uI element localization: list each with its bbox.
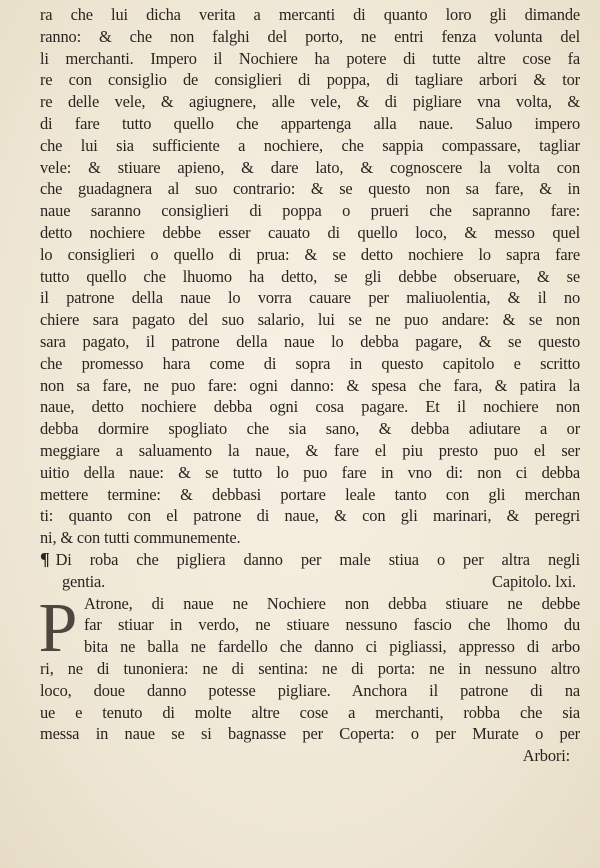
text-line: vele: & stiuare apieno, & dare lato, & cognoscere la volta con bbox=[40, 157, 580, 177]
text-line: ri, ne di tunoniera: ne di sentina: ne di porta: ne in nessuno altro bbox=[40, 658, 580, 678]
text-line: bita ne balla ne fardello che danno ci pigliassi, appresso di arbo bbox=[84, 637, 580, 657]
text-line: naue saranno consiglieri di poppa o prueri che sapranno fare: bbox=[40, 201, 580, 221]
text-line: far stiuar in verdo, ne stiuare nessuno fascio che lhomo du bbox=[84, 615, 580, 635]
heading-title: Di roba che pigliera danno per male stiua o per altra negli bbox=[55, 549, 580, 569]
text-line: messa in naue se si bagnasse per Coperta: o per Murate o per bbox=[40, 724, 580, 744]
text-line: re delle vele, & agiugnere, alle vele, & di pigliare vna volta, & bbox=[40, 92, 580, 112]
text-line: li merchanti. Impero il Nochiere ha potere di tutte altre cose fa bbox=[40, 48, 580, 68]
text-line: re con consiglio de consiglieri di poppa, di tagliare arbori & tor bbox=[40, 70, 580, 90]
heading-line bbox=[40, 549, 580, 571]
text-line: non sa fare, ne puo fare: ogni danno: & spesa che fara, & patira la bbox=[40, 375, 580, 395]
text-line: di fare tutto quello che appartenga alla naue. Saluo impero bbox=[40, 113, 580, 133]
text-line: naue, detto nochiere debba ogni cosa pagare. Et il nochiere non bbox=[40, 397, 580, 417]
drop-cap-initial: P bbox=[38, 589, 78, 667]
page-text bbox=[40, 4, 580, 767]
text-line: Atrone, di naue ne Nochiere non debba stiuare ne debbe bbox=[84, 593, 580, 613]
text-line: il patrone della naue lo vorra cauare per maliuolentia, & il no bbox=[40, 288, 580, 308]
text-line: lo consiglieri o quello di prua: & se detto nochiere lo sapra fare bbox=[40, 244, 580, 264]
text-line: ra che lui dicha verita a mercanti di quanto loro gli dimande bbox=[40, 5, 580, 24]
text-line: uitio della naue: & se tutto lo puo fare in vno di: non ci debba bbox=[40, 462, 580, 482]
text-line: ti: quanto con el patrone di naue, & con gli marinari, & peregri bbox=[40, 506, 580, 526]
text-line: meggiare a saluamento la naue, & fare el piu presto puo el ser bbox=[40, 440, 580, 460]
text-line: debba dormire spogliato che sia sano, & debba adiutare a or bbox=[40, 419, 580, 439]
text-line: loco, doue danno potesse pigliare. Anchora il patrone di na bbox=[40, 680, 580, 700]
text-line: tutto quello che lhuomo ha detto, se gli debbe obseruare, & se bbox=[40, 266, 580, 286]
text-line: detto nochiere debbe esser cauato di quello loco, & messo quel bbox=[40, 222, 580, 242]
chapter-number: Capitolo. lxi. bbox=[492, 571, 576, 591]
text-line: chiere sara pagato del suo salario, lui se ne puo andare: & se non bbox=[40, 310, 580, 330]
text-line: ranno: & che non falghi del porto, ne entri fenza volunta del bbox=[40, 26, 580, 46]
text-line: ue e tenuto di molte altre cose a merchanti, robba che sia bbox=[40, 702, 580, 722]
text-line: che guadagnera al suo contrario: & se questo non sa fare, & in bbox=[40, 179, 580, 199]
chapter-heading bbox=[40, 549, 580, 593]
body-paragraph bbox=[40, 4, 580, 549]
heading-title-continuation: gentia. bbox=[62, 571, 106, 591]
catchword: Arbori: bbox=[522, 746, 570, 766]
text-line: che lui sia sufficiente a nochiere, che sappia compassare, tagliar bbox=[40, 135, 580, 155]
heading-line-2 bbox=[40, 571, 580, 593]
text-line: sara pagato, il patrone della naue lo debba pagare, & se questo bbox=[40, 331, 580, 351]
text-line-last: ni, & con tutti communemente. bbox=[40, 528, 241, 548]
text-line: che promesso hara come di sopra in questo capitolo e scritto bbox=[40, 353, 580, 373]
pilcrow-icon: ¶ bbox=[40, 548, 50, 569]
chapter-body bbox=[38, 589, 580, 767]
text-line: mettere termine: & debbasi portare leale tanto con gli merchan bbox=[40, 484, 580, 504]
